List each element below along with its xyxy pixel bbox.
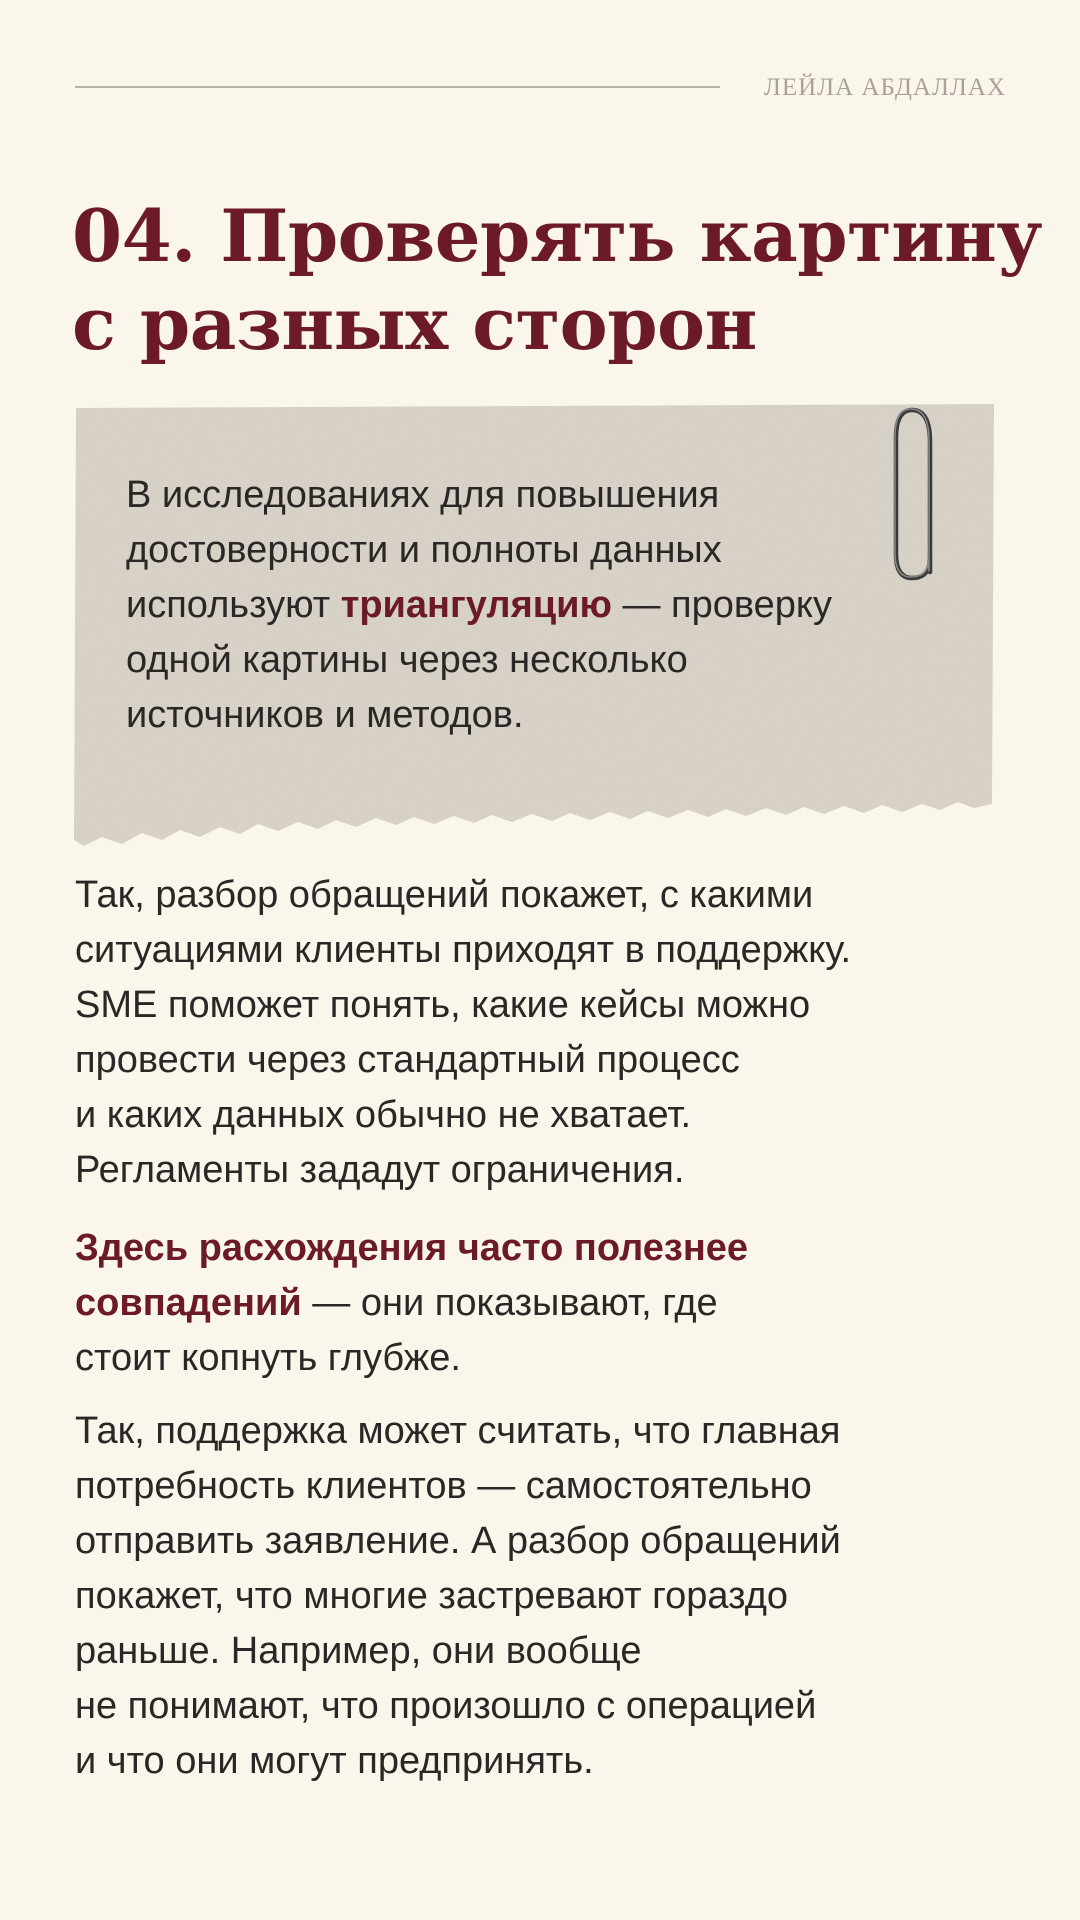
highlight-fragment: совпадений [75,1282,302,1324]
paragraph-discrepancies [75,1221,1035,1386]
paragraph-sources [75,868,1035,1198]
paragraph-line: провести через стандартный процесс [75,1039,740,1081]
paragraph-line: SME поможет понять, какие кейсы можно [75,984,811,1026]
paragraph-line: и что они могут предпринять. [75,1740,594,1782]
title-line: с разных сторон [72,281,757,366]
paragraph-line: покажет, что многие застревают гораздо [75,1575,789,1617]
paragraph-line: Так, поддержка может считать, что главная [75,1410,841,1452]
paragraph-line: не понимают, что произошло с операцией [75,1685,817,1727]
paragraph-line [75,1276,1035,1331]
paragraph-line: Так, разбор обращений покажет, с какими [75,874,814,916]
paragraph-line: Регламенты зададут ограничения. [75,1149,685,1191]
note-text-fragment: — проверку [611,584,832,626]
note-line: достоверности и полноты данных [126,529,722,571]
paragraph-fragment: — они показывают, где [301,1282,718,1324]
triangulation-highlight: триангуляцию [340,584,612,626]
note-line: источников и методов. [126,694,524,736]
author-name: ЛЕЙЛА АБДАЛЛАХ [763,74,1006,101]
paragraph-line: отправить заявление. А разбор обращений [75,1520,841,1562]
paragraph-line: раньше. Например, они вообще [75,1630,642,1672]
paragraph-line: и каких данных обычно не хватает. [75,1094,692,1136]
note-line: одной картины через несколько [126,639,688,681]
note-line: В исследованиях для повышения [126,474,720,516]
note-text [126,468,986,743]
paper-note [74,404,996,846]
paragraph-line: ситуациями клиенты приходят в поддержку. [75,929,852,971]
note-text-fragment: используют [126,584,341,626]
paragraph-example [75,1404,1035,1789]
title-line: 04. Проверять картину [72,193,1042,278]
header-rule [75,86,720,88]
note-line [126,578,986,633]
paperclip-icon [888,396,948,586]
paragraph-line: стоит копнуть глубже. [75,1337,461,1379]
highlight-line: Здесь расхождения часто полезнее [75,1227,749,1269]
paragraph-line: потребность клиентов — самостоятельно [75,1465,812,1507]
page-title [72,192,1042,368]
